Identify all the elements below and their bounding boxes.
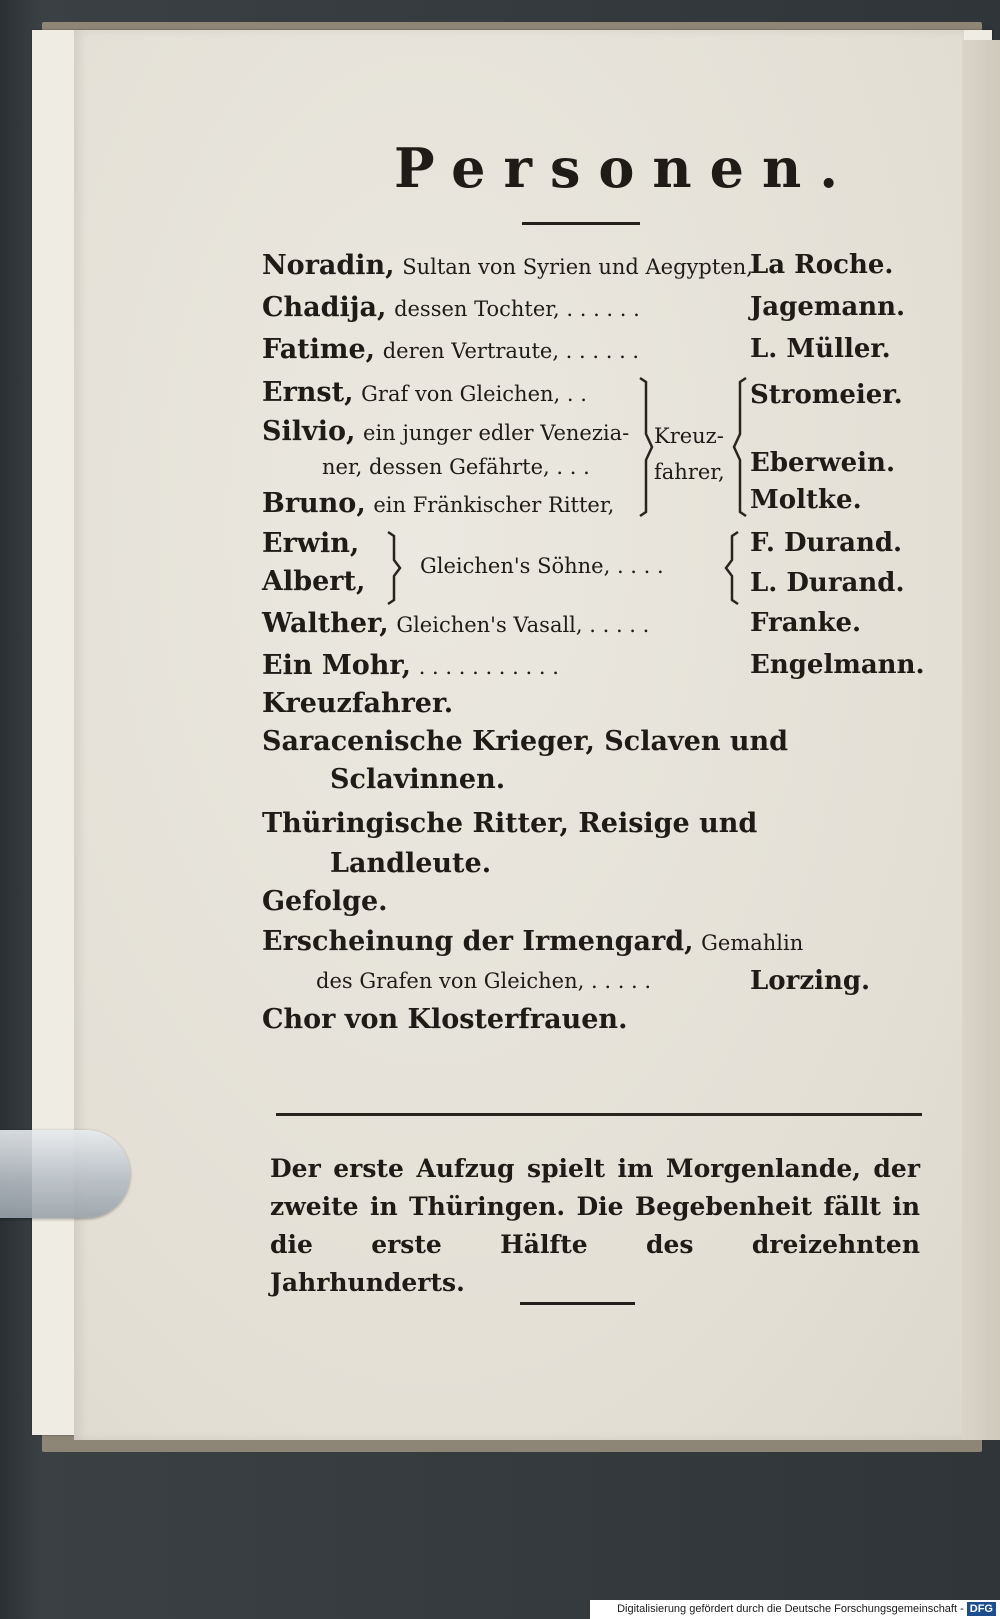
cast-row-erwin: Erwin,	[262, 528, 360, 559]
cast-row-chor: Chor von Klosterfrauen.	[262, 1004, 628, 1035]
digitization-credit: Digitalisierung gefördert durch die Deutsche Forschungsgemeinschaft - DFG	[590, 1600, 1000, 1619]
cast-row-bruno: Bruno, ein Fränkischer Ritter,	[262, 488, 615, 519]
setting-note: Der erste Aufzug spielt im Morgenlande, der zweite in Thüringen. Die Begebenheit fällt in die erste Hälfte des dreizehnten Jahrhunderts.	[270, 1154, 920, 1297]
cast-row-gefolge: Gefolge.	[262, 886, 388, 917]
dfg-logo: DFG	[967, 1602, 996, 1616]
title-rule	[522, 222, 640, 225]
actor-engelmann: Engelmann.	[750, 650, 925, 680]
cast-row-thueringer: Thüringische Ritter, Reisige und	[262, 808, 758, 839]
cast-row-walther: Walther, Gleichen's Vasall, . . . . .	[262, 608, 650, 639]
cast-row-mohr: Ein Mohr, . . . . . . . . . . .	[262, 650, 559, 681]
cast-row-silvio-cont: ner, dessen Gefährte, . . .	[322, 455, 590, 479]
cast-row-irmengard: Erscheinung der Irmengard, Gemahlin	[262, 926, 804, 957]
actor-lorzing: Lorzing.	[750, 966, 871, 996]
cast-row-chadija: Chadija, dessen Tochter, . . . . . .	[262, 292, 640, 323]
actor-jagemann: Jagemann.	[750, 292, 906, 322]
actor-f-durand: F. Durand.	[750, 528, 903, 558]
cast-row-ernst: Ernst, Graf von Gleichen, . .	[262, 377, 587, 408]
cast-row-irmengard-cont: des Grafen von Gleichen, . . . . .	[316, 969, 652, 993]
section-rule	[276, 1113, 922, 1116]
actor-l-mueller: L. Müller.	[750, 334, 891, 364]
cast-row-kreuzfahrer: Kreuzfahrer.	[262, 688, 454, 719]
actor-la-roche: La Roche.	[750, 250, 894, 280]
actor-l-durand: L. Durand.	[750, 568, 905, 598]
cast-row-fatime: Fatime, deren Vertraute, . . . . . .	[262, 334, 640, 365]
cast-row-noradin: Noradin, Sultan von Syrien und Aegypten,	[262, 250, 753, 281]
actor-stromeier: Stromeier.	[750, 380, 903, 410]
actor-moltke: Moltke.	[750, 485, 862, 515]
page-title: Personen.	[394, 136, 857, 200]
actor-eberwein: Eberwein.	[750, 448, 895, 478]
cast-row-saracenen-cont: Sclavinnen.	[330, 764, 506, 795]
cast-row-silvio: Silvio, ein junger edler Venezia-	[262, 416, 630, 447]
cast-row-saracenen: Saracenische Krieger, Sclaven und	[262, 726, 789, 757]
kreuzfahrer-label-1: Kreuz-	[654, 424, 724, 448]
actor-franke: Franke.	[750, 608, 862, 638]
cast-row-albert: Albert,	[262, 566, 366, 597]
sons-label: Gleichen's Söhne, . . . .	[420, 554, 664, 578]
cast-row-thueringer-cont: Landleute.	[330, 848, 492, 879]
closing-rule	[520, 1302, 635, 1305]
kreuzfahrer-label-2: fahrer,	[654, 460, 725, 484]
